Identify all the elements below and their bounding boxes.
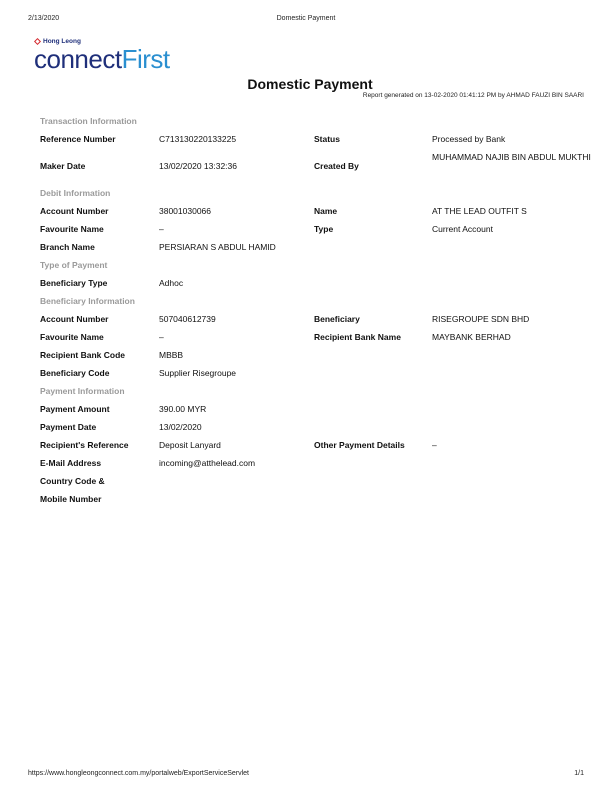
debit-name-label: Name: [314, 206, 338, 216]
section-beneficiary-information: Beneficiary Information: [40, 296, 135, 306]
print-date: 2/13/2020: [28, 15, 60, 22]
row-mobile-number: [40, 490, 585, 508]
reference-number-label: Reference Number: [40, 134, 116, 144]
recipient-bank-name-label: Recipient Bank Name: [314, 332, 401, 342]
row-maker-date-created-by: [40, 148, 591, 184]
row-reference-status: [40, 130, 585, 148]
debit-name-value: AT THE LEAD OUTFIT S: [432, 206, 527, 216]
section-payment-information: Payment Information: [40, 386, 125, 396]
payment-amount-value: 390.00 MYR: [159, 404, 207, 414]
section-transaction-information: Transaction Information: [40, 116, 137, 126]
recipient-bank-name-value: MAYBANK BERHAD: [432, 332, 511, 342]
row-beneficiary-type: [40, 274, 585, 292]
other-payment-details-value: –: [432, 440, 437, 450]
row-beneficiary-favourite-bank: [40, 328, 585, 346]
beneficiary-account-number-label: Account Number: [40, 314, 109, 324]
row-country-code: [40, 472, 585, 490]
created-by-label: Created By: [314, 161, 359, 171]
document-title: Domestic Payment: [247, 76, 373, 92]
recipient-bank-code-value: MBBB: [159, 350, 184, 360]
branch-name-label: Branch Name: [40, 242, 95, 252]
payment-date-label: Payment Date: [40, 422, 97, 432]
wordmark-connect: connect: [34, 44, 122, 74]
payment-date-value: 13/02/2020: [159, 422, 202, 432]
row-recipient-reference: [40, 436, 585, 454]
beneficiary-value: RISEGROUPE SDN BHD: [432, 314, 530, 324]
print-header-title: Domestic Payment: [276, 15, 336, 22]
bank-logo: [34, 38, 170, 72]
beneficiary-label: Beneficiary: [314, 314, 360, 324]
status-value: Processed by Bank: [432, 134, 506, 144]
wordmark-first: First: [121, 44, 170, 74]
row-beneficiary-code: [40, 364, 585, 382]
beneficiary-account-number-value: 507040612739: [159, 314, 216, 324]
beneficiary-type-label: Beneficiary Type: [40, 278, 108, 288]
branch-name-value: PERSIARAN S ABDUL HAMID: [159, 242, 276, 252]
debit-type-value: Current Account: [432, 224, 493, 234]
row-debit-favourite-type: [40, 220, 585, 238]
section-debit-information: Debit Information: [40, 188, 111, 198]
hong-leong-text: Hong Leong: [43, 38, 81, 45]
debit-account-number-value: 38001030066: [159, 206, 212, 216]
row-payment-amount: [40, 400, 585, 418]
payment-amount-label: Payment Amount: [40, 404, 110, 414]
debit-favourite-name-value: –: [159, 224, 164, 234]
beneficiary-favourite-name-label: Favourite Name: [40, 332, 104, 342]
debit-account-number-label: Account Number: [40, 206, 109, 216]
footer-url: https://www.hongleongconnect.com.my/portalweb/ExportServiceServlet: [28, 770, 249, 777]
recipient-bank-code-label: Recipient Bank Code: [40, 350, 126, 360]
maker-date-value: 13/02/2020 13:32:36: [159, 161, 237, 171]
status-label: Status: [314, 134, 340, 144]
row-payment-date: [40, 418, 585, 436]
row-debit-branch: [40, 238, 585, 256]
debit-type-label: Type: [314, 224, 334, 234]
payment-details: [40, 112, 591, 508]
connectfirst-wordmark: [34, 46, 170, 72]
page-number: 1/1: [574, 770, 584, 777]
row-debit-account-name: [40, 202, 585, 220]
beneficiary-code-value: Supplier Risegroupe: [159, 368, 237, 378]
row-recipient-bank-code: [40, 346, 585, 364]
report-generated-info: Report generated on 13-02-2020 01:41:12 PM by AHMAD FAUZI BIN SAARI: [362, 92, 584, 99]
row-email: [40, 454, 585, 472]
maker-date-label: Maker Date: [40, 161, 86, 171]
row-beneficiary-account: [40, 310, 585, 328]
beneficiary-type-value: Adhoc: [159, 278, 184, 288]
mobile-number-label: Mobile Number: [40, 494, 102, 504]
debit-favourite-name-label: Favourite Name: [40, 224, 104, 234]
beneficiary-code-label: Beneficiary Code: [40, 368, 110, 378]
created-by-value: MUHAMMAD NAJIB BIN ABDUL MUKTHI: [432, 152, 591, 162]
country-code-label: Country Code &: [40, 476, 105, 486]
section-type-of-payment: Type of Payment: [40, 260, 108, 270]
other-payment-details-label: Other Payment Details: [314, 440, 405, 450]
email-value: incoming@atthelead.com: [159, 458, 256, 468]
beneficiary-favourite-name-value: –: [159, 332, 164, 342]
recipient-reference-value: Deposit Lanyard: [159, 440, 221, 450]
email-label: E-Mail Address: [40, 458, 102, 468]
reference-number-value: C713130220133225: [159, 134, 237, 144]
recipient-reference-label: Recipient's Reference: [40, 440, 129, 450]
